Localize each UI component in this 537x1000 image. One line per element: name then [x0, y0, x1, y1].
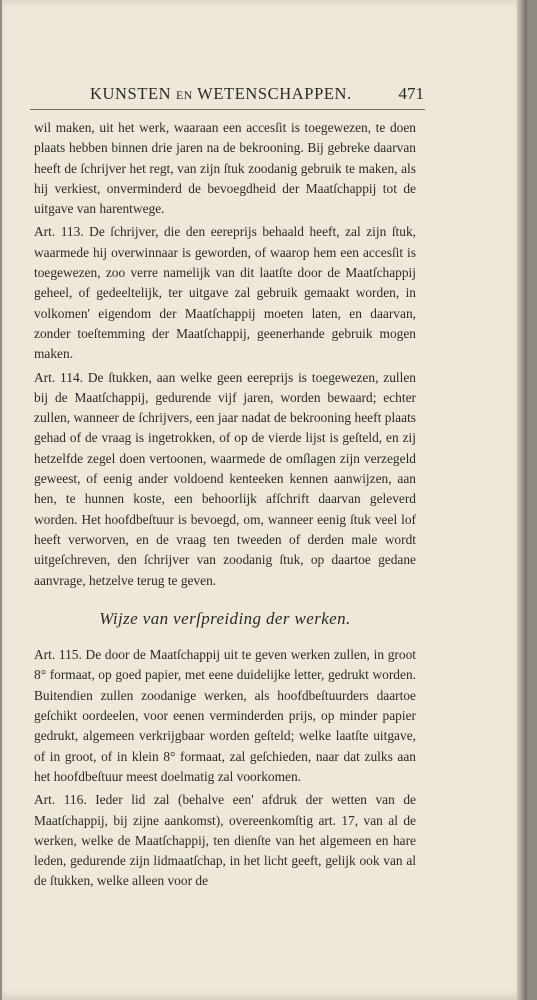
- running-header: [90, 84, 424, 110]
- paragraph-art-116: Art. 116. Ieder lid zal (behalve een' afdruk der wetten van de Maatſchappij, bij zijne aankomst), overeenkomſtig art. 17, van al de werken, welke de Maatſchappij, ten dienſte van het algemeen en hare leden, gedurende zijn lidmaatſchap, in het licht geeft, gelijk ook van al de ſtukken, welke alleen voor de: [34, 792, 416, 889]
- running-title-part1: KUNSTEN: [90, 84, 176, 103]
- paragraph-art-114: Art. 114. De ſtukken, aan welke geen eereprijs is toegewezen, zullen bij de Maatſchappij, gedurende vijf jaren, worden bewaard; echter zullen, wanneer de ſchrijvers, een jaar nadat de bekrooning heeft plaats gehad of de vraag is ingetrokken, of op de vierde lijst is geſteld, en zij hetzelfde zegel doen vertoonen, waarmede de omſlagen zijn verzegeld geweest, of eenig ander voldoend kenteeken kennen aanwijzen, aan hen, te hunnen koste, een behoorlijk afſchrift daarvan geleverd worden. Het hoofdbeſtuur is bevoegd, om, wanneer eenig ſtuk veel lof heeft verworven, en de vraag ten tweeden of derden male wordt uitgeſchreven, den ſchrijver van zoodanig ſtuk, op daartoe gedane aanvrage, hetzelve terug te geven.: [34, 369, 416, 588]
- page-gutter-shadow: [517, 0, 527, 1000]
- paragraph-continuation: wil maken, uit het werk, waaraan een accesſit is toegewezen, te doen plaats hebben binnen drie jaren na de bekrooning. Bij gebreke daarvan heeft de ſchrijver het regt, van zijn ſtuk zoodanig gebruik te maken, als hij verkiest, onverminderd de bevoegdheid der Maatſchappij tot de uitgave van harentwege.: [34, 120, 416, 217]
- header-rule: [30, 109, 425, 110]
- paragraph-art-113: Art. 113. De ſchrijver, die den eereprijs behaald heeft, zal zijn ſtuk, waarmede hij overwinnaar is geworden, of waarop hem een accesſit is toegewezen, zoo verre namelijk van dit laatſte door de Maatſchappij geheel, of gedeeltelijk, ter uitgave zal gebruik gemaakt worden, in volkomen' eigendom der Maatſchappij moeten laten, en daarvan, zonder toeſtemming der Maatſchappij, geenerhande gebruik mogen maken.: [34, 224, 416, 362]
- book-page: [2, 0, 527, 1000]
- running-title: [90, 84, 352, 104]
- page-number: 471: [398, 84, 424, 103]
- paragraph-art-115: Art. 115. De door de Maatſchappij uit te geven werken zullen, in groot 8° formaat, op goed papier, met eene duidelijke letter, gedrukt worden. Buitendien zullen zoodanige werken, als hoofdbeſtuurders daartoe geſchikt oordeelen, voor eenen verminderden prijs, op minder papier gedrukt, algemeen verkrijgbaar worden geſteld; welke laatſte uitgave, of in groot, of in klein 8° formaat, zal geſchieden, naar dat zulks aan het hoofdbeſtuur meest doelmatig zal voorkomen.: [34, 647, 416, 784]
- section-heading: Wijze van verſpreiding der werken.: [99, 608, 351, 628]
- running-title-en: EN: [175, 88, 193, 102]
- body-text: [34, 118, 416, 895]
- running-title-part2: WETENSCHAPPEN.: [192, 84, 352, 103]
